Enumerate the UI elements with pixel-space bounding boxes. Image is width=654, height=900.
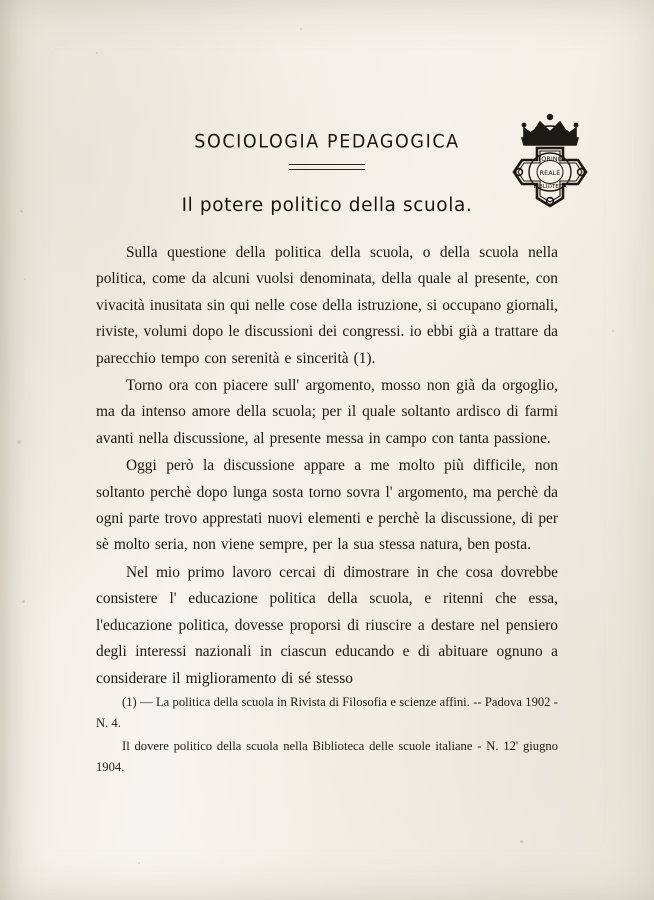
paper-speck — [20, 210, 23, 213]
paper-speck — [22, 600, 25, 603]
paper-speck — [612, 330, 614, 332]
title-divider — [96, 157, 558, 175]
footnote-item: Il dovere politico della scuola nella Biblioteca delle scuole italiane - N. 12' giugno 1904. — [96, 739, 558, 774]
body-paragraph: Oggi però la discussione appare a me molto più difficile, non soltanto perchè dopo lunga sosta torno sovra l' argomento, ma perchè da ogni parte trovo apprestati nuovi elementi e perchè la discussione, di per sè molto seria, non viene sempre, per la sua stessa natura, ben posta. — [96, 457, 558, 554]
paper-speck — [520, 840, 523, 843]
body-paragraph: Nel mio primo lavoro cercai di dimostrare in che cosa dovrebbe consistere l' educazione politica della scuola, e ritenni che essa, l'educazione politica, dovesse proporsi di riuscire a destare nel pensiero degli interessi nazionali in ciascun educando e di abituare ognuno a considerare il miglioramento di sé stesso — [96, 563, 558, 687]
paper-speck — [138, 862, 140, 864]
section-title: SOCIOLOGIA PEDAGOGICA — [194, 131, 460, 153]
document-body — [96, 132, 558, 693]
article-title: Il potere politico della scuola. — [181, 195, 473, 216]
paper-speck — [300, 28, 302, 30]
body-paragraph: Sulla questione della politica della scuola, o della scuola nella politica, come da alcuni vuolsi denominata, della quale al presente, con vivacità inusitata sin qui nelle cose della istruzione, si occupano giornali, riviste, volumi dopo le discussioni dei congressi. io ebbi già a trattare da parecchio tempo con serenità e sincerità (1). — [96, 244, 558, 367]
footnote-item: (1) — La politica della scuola in Rivista di Filosofia e scienze affini. -- Padova 1902 - N. 4. — [96, 695, 558, 730]
crest-motto-top: TORINO — [537, 155, 563, 163]
paper-speck — [96, 52, 98, 54]
double-rule — [289, 164, 365, 170]
paper-speck — [24, 278, 26, 280]
crest-motto-bottom: BIBLIOTECA — [533, 184, 567, 190]
paper-speck — [17, 440, 21, 444]
body-paragraph: Torno ora con piacere sull' argomento, mosso non già da orgoglio, ma da intenso amore della scuola; per il quale soltanto ardisco di farmi avanti nella discussione, al presente messa in campo con tanta passione. — [96, 377, 558, 447]
crest-motto-mid: REALE — [539, 169, 561, 177]
footnotes — [96, 692, 558, 780]
